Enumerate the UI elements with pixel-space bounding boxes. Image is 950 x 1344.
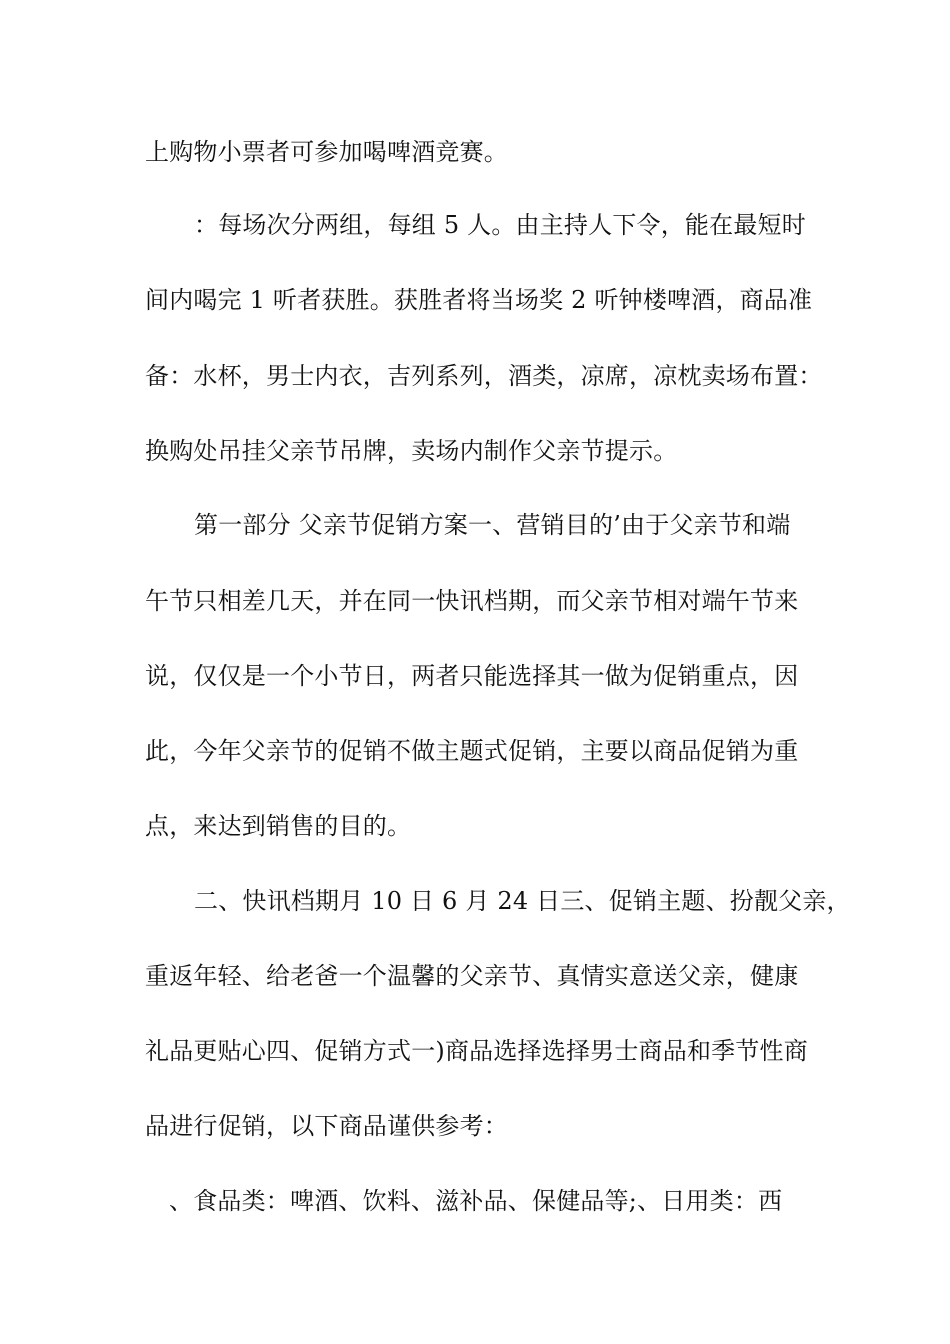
paragraph-line: 间内喝完 1 听者获胜。获胜者将当场奖 2 听钟楼啤酒，商品准	[145, 286, 813, 314]
paragraph-line: 说，仅仅是一个小节日，两者只能选择其一做为促销重点，因	[145, 662, 799, 690]
paragraph-line: 第一部分 父亲节促销方案一、营销目的’由于父亲节和端	[194, 511, 791, 539]
paragraph-line: 、食品类：啤酒、饮料、滋补品、保健品等;、日用类：西	[169, 1187, 783, 1215]
paragraph-line: 礼品更贴心四、促销方式一)商品选择选择男士商品和季节性商	[145, 1037, 808, 1065]
paragraph-line: 此，今年父亲节的促销不做主题式促销，主要以商品促销为重	[145, 737, 799, 765]
paragraph-line: 换购处吊挂父亲节吊牌，卖场内制作父亲节提示。	[145, 437, 678, 465]
paragraph-line: 点，来达到销售的目的。	[145, 812, 412, 840]
paragraph-line: 品进行促销，以下商品谨供参考：	[145, 1112, 508, 1140]
paragraph-line: 重返年轻、给老爸一个温馨的父亲节、真情实意送父亲，健康	[145, 962, 799, 990]
paragraph-line: ：每场次分两组，每组 5 人。由主持人下令，能在最短时	[194, 211, 806, 239]
paragraph-line: 上购物小票者可参加喝啤酒竞赛。	[145, 138, 508, 166]
paragraph-line: 备：水杯，男士内衣，吉列系列，酒类，凉席，凉枕卖场布置：	[145, 362, 823, 390]
paragraph-line: 午节只相差几天，并在同一快讯档期，而父亲节相对端午节来	[145, 587, 799, 615]
paragraph-line: 二、快讯档期月 10 日 6 月 24 日三、促销主题、扮靓父亲，	[194, 887, 851, 915]
